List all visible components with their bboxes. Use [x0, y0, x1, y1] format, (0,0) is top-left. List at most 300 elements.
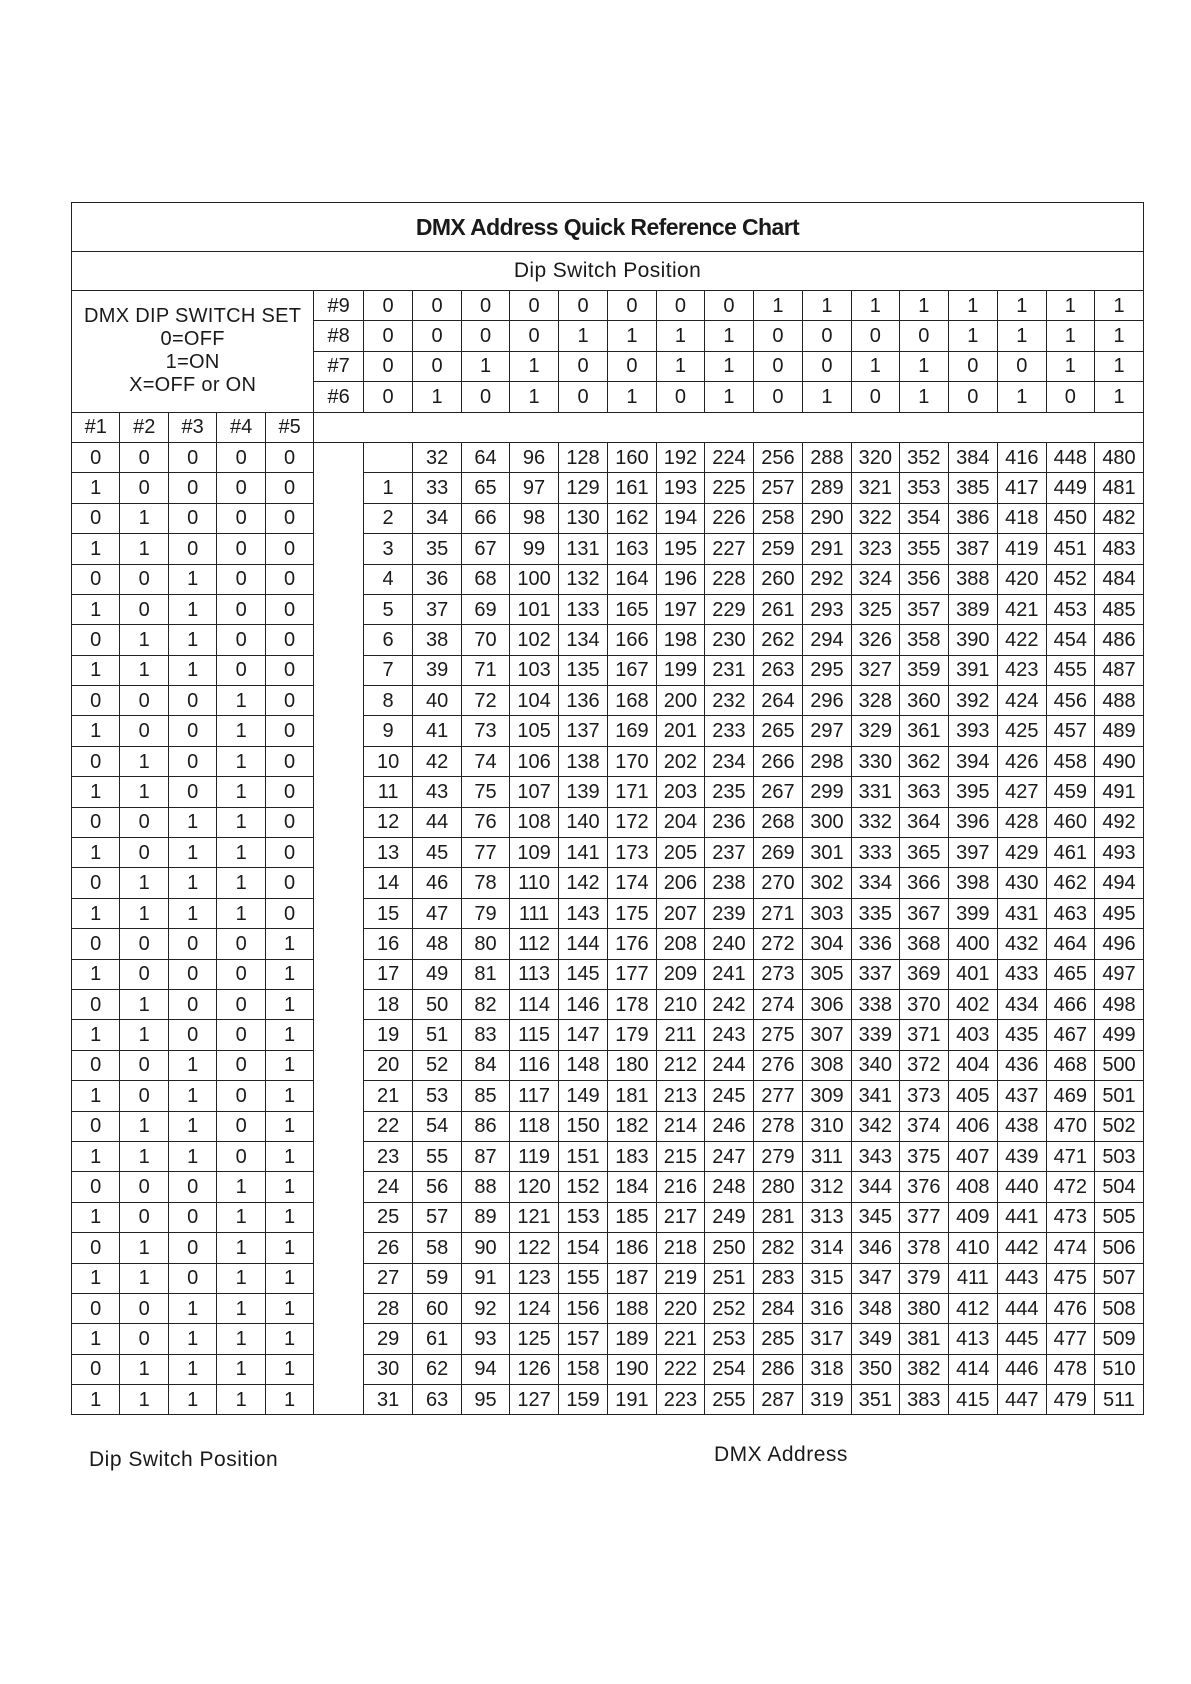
- switch-value: 0: [413, 291, 461, 321]
- dmx-address-cell: 98: [510, 503, 558, 533]
- dmx-address-cell: 259: [753, 534, 803, 564]
- switch-label: #8: [314, 321, 364, 351]
- switch-value: 0: [265, 777, 313, 807]
- dmx-address-cell: 499: [1095, 1020, 1144, 1050]
- table-row: [72, 686, 1144, 716]
- dmx-address-cell: 437: [998, 1081, 1046, 1111]
- dmx-address-cell: 168: [608, 686, 656, 716]
- dmx-address-cell: 270: [753, 868, 803, 898]
- dmx-address-cell: 466: [1046, 989, 1094, 1019]
- dmx-address-cell: 262: [753, 625, 803, 655]
- dmx-address-cell: 4: [363, 564, 413, 594]
- dmx-address-cell: 438: [998, 1111, 1046, 1141]
- switch-value: 0: [168, 1020, 216, 1050]
- left-switch-header-row: [72, 412, 1144, 442]
- switch-value: 1: [1046, 291, 1094, 321]
- switch-value: 1: [217, 686, 265, 716]
- dmx-address-cell: 401: [948, 959, 998, 989]
- switch-value: 1: [168, 1354, 216, 1384]
- switch-value: 1: [168, 898, 216, 928]
- dmx-address-cell: 73: [461, 716, 509, 746]
- switch-value: 1: [72, 838, 120, 868]
- dmx-address-cell: 337: [851, 959, 899, 989]
- dmx-address-cell: 136: [558, 686, 608, 716]
- dmx-address-cell: 84: [461, 1050, 509, 1080]
- dmx-address-cell: 72: [461, 686, 509, 716]
- dmx-address-cell: 138: [558, 746, 608, 776]
- switch-value: 1: [168, 1293, 216, 1323]
- dmx-address-cell: 265: [753, 716, 803, 746]
- dmx-address-cell: 457: [1046, 716, 1094, 746]
- dmx-address-cell: 402: [948, 989, 998, 1019]
- dmx-address-cell: 306: [803, 989, 851, 1019]
- dmx-address-cell: 297: [803, 716, 851, 746]
- dmx-address-cell: 273: [753, 959, 803, 989]
- switch-value: 1: [217, 777, 265, 807]
- dmx-address-cell: 365: [900, 838, 948, 868]
- dmx-address-cell: 188: [608, 1293, 656, 1323]
- dmx-address-cell: 83: [461, 1020, 509, 1050]
- dmx-address-cell: 456: [1046, 686, 1094, 716]
- dmx-address-cell: 112: [510, 929, 558, 959]
- switch-value: 1: [265, 1354, 313, 1384]
- dmx-address-cell: 355: [900, 534, 948, 564]
- switch-value: 0: [72, 503, 120, 533]
- dmx-address-cell: 429: [998, 838, 1046, 868]
- switch-value: 0: [168, 534, 216, 564]
- dmx-address-cell: 294: [803, 625, 851, 655]
- switch-value: 1: [168, 1385, 216, 1415]
- dmx-address-cell: 472: [1046, 1172, 1094, 1202]
- switch-value: 1: [851, 351, 899, 381]
- dmx-address-cell: 479: [1046, 1385, 1094, 1415]
- dmx-address-cell: 127: [510, 1385, 558, 1415]
- switch-value: 0: [120, 929, 168, 959]
- dmx-address-cell: 252: [705, 1293, 753, 1323]
- dmx-address-cell: 266: [753, 746, 803, 776]
- dmx-address-cell: 161: [608, 473, 656, 503]
- switch-value: 0: [120, 1050, 168, 1080]
- dmx-address-cell: 34: [413, 503, 461, 533]
- dmx-address-cell: 87: [461, 1141, 509, 1171]
- dmx-address-cell: 94: [461, 1354, 509, 1384]
- dmx-address-cell: 196: [656, 564, 704, 594]
- dmx-address-cell: 133: [558, 594, 608, 624]
- dmx-address-cell: 465: [1046, 959, 1094, 989]
- dmx-address-cell: 431: [998, 898, 1046, 928]
- dmx-address-cell: 147: [558, 1020, 608, 1050]
- switch-value: 1: [998, 382, 1046, 412]
- switch-value: 0: [168, 989, 216, 1019]
- dmx-address-cell: 418: [998, 503, 1046, 533]
- switch-value: 0: [851, 321, 899, 351]
- switch-value: 0: [72, 625, 120, 655]
- dmx-address-cell: 186: [608, 1233, 656, 1263]
- switch-value: 0: [265, 442, 313, 472]
- dmx-address-cell: 285: [753, 1324, 803, 1354]
- switch-value: 1: [120, 534, 168, 564]
- switch-value: 0: [120, 594, 168, 624]
- table-row: [72, 1385, 1144, 1415]
- switch-value: 0: [217, 1111, 265, 1141]
- dmx-address-cell: 113: [510, 959, 558, 989]
- switch-value: 0: [72, 746, 120, 776]
- legend-line: 0=OFF: [160, 328, 225, 351]
- dmx-address-cell: 120: [510, 1172, 558, 1202]
- switch-value: 1: [168, 1324, 216, 1354]
- dmx-address-cell: 2: [363, 503, 413, 533]
- switch-value: 0: [72, 686, 120, 716]
- dmx-address-cell: 103: [510, 655, 558, 685]
- dmx-address-cell: 149: [558, 1081, 608, 1111]
- switch-value: 1: [217, 807, 265, 837]
- dmx-address-cell: 404: [948, 1050, 998, 1080]
- dmx-address-cell: 173: [608, 838, 656, 868]
- switch-value: 1: [217, 1293, 265, 1323]
- dmx-address-cell: 511: [1095, 1385, 1144, 1415]
- dmx-address-cell: 216: [656, 1172, 704, 1202]
- switch-value: 0: [558, 351, 608, 381]
- switch-value: 1: [510, 351, 558, 381]
- switch-value: 1: [1095, 351, 1144, 381]
- dmx-address-cell: 24: [363, 1172, 413, 1202]
- switch-value: 1: [168, 625, 216, 655]
- dmx-address-cell: 281: [753, 1202, 803, 1232]
- dmx-address-cell: 448: [1046, 442, 1094, 472]
- dmx-address-cell: 311: [803, 1141, 851, 1171]
- dmx-address-cell: 440: [998, 1172, 1046, 1202]
- dmx-address-cell: 214: [656, 1111, 704, 1141]
- dmx-address-cell: 502: [1095, 1111, 1144, 1141]
- dmx-address-cell: 253: [705, 1324, 753, 1354]
- switch-value: 1: [72, 1324, 120, 1354]
- dmx-address-cell: 420: [998, 564, 1046, 594]
- switch-value: 0: [608, 351, 656, 381]
- switch-value: 1: [120, 1233, 168, 1263]
- switch-value: 0: [217, 564, 265, 594]
- dmx-address-cell: 13: [363, 838, 413, 868]
- dmx-address-cell: 480: [1095, 442, 1144, 472]
- switch-value: 1: [72, 1081, 120, 1111]
- dmx-address-cell: 97: [510, 473, 558, 503]
- dmx-address-cell: 433: [998, 959, 1046, 989]
- dmx-address-cell: 476: [1046, 1293, 1094, 1323]
- dmx-address-cell: 246: [705, 1111, 753, 1141]
- dmx-address-cell: 126: [510, 1354, 558, 1384]
- dmx-address-cell: 326: [851, 625, 899, 655]
- switch-value: 0: [265, 898, 313, 928]
- dmx-address-cell: 505: [1095, 1202, 1144, 1232]
- dmx-address-cell: 345: [851, 1202, 899, 1232]
- switch-value: 1: [72, 1385, 120, 1415]
- dmx-address-cell: 92: [461, 1293, 509, 1323]
- dmx-address-cell: 223: [656, 1385, 704, 1415]
- table-row: [72, 1233, 1144, 1263]
- dmx-address-cell: 163: [608, 534, 656, 564]
- table-row: [72, 1324, 1144, 1354]
- dmx-address-cell: 357: [900, 594, 948, 624]
- switch-value: 1: [265, 959, 313, 989]
- switch-value: 0: [72, 807, 120, 837]
- dmx-address-cell: 346: [851, 1233, 899, 1263]
- dmx-address-cell: 131: [558, 534, 608, 564]
- switch-value: 1: [265, 1293, 313, 1323]
- switch-value: 0: [803, 321, 851, 351]
- dmx-address-cell: 102: [510, 625, 558, 655]
- dmx-address-cell: 108: [510, 807, 558, 837]
- dmx-address-cell: 379: [900, 1263, 948, 1293]
- dmx-address-cell: 77: [461, 838, 509, 868]
- table-row: [72, 1293, 1144, 1323]
- dmx-address-cell: 230: [705, 625, 753, 655]
- dmx-address-cell: 349: [851, 1324, 899, 1354]
- switch-value: 1: [900, 382, 948, 412]
- switch-value: 1: [753, 291, 803, 321]
- dmx-address-cell: 203: [656, 777, 704, 807]
- switch-value: 0: [217, 1050, 265, 1080]
- dmx-address-cell: 95: [461, 1385, 509, 1415]
- switch-value: 0: [753, 321, 803, 351]
- switch-value: 0: [120, 1202, 168, 1232]
- dmx-address-cell: 26: [363, 1233, 413, 1263]
- dmx-address-cell: 10: [363, 746, 413, 776]
- switch-value: 0: [120, 1081, 168, 1111]
- dmx-address-cell: 454: [1046, 625, 1094, 655]
- switch-value: 0: [413, 351, 461, 381]
- switch-value: 1: [217, 746, 265, 776]
- dmx-address-cell: 388: [948, 564, 998, 594]
- dmx-address-cell: 240: [705, 929, 753, 959]
- dmx-address-cell: 86: [461, 1111, 509, 1141]
- dmx-address-cell: 368: [900, 929, 948, 959]
- dmx-address-cell: 258: [753, 503, 803, 533]
- switch-label: #5: [265, 412, 313, 442]
- switch-value: 1: [1046, 321, 1094, 351]
- dmx-address-cell: 148: [558, 1050, 608, 1080]
- table-row: [72, 929, 1144, 959]
- dmx-address-cell: 462: [1046, 868, 1094, 898]
- dmx-address-cell: 272: [753, 929, 803, 959]
- switch-value: 0: [72, 1111, 120, 1141]
- dmx-address-cell: 198: [656, 625, 704, 655]
- switch-value: 1: [72, 777, 120, 807]
- dmx-address-cell: 207: [656, 898, 704, 928]
- dmx-address-cell: 88: [461, 1172, 509, 1202]
- switch-value: 1: [72, 898, 120, 928]
- switch-value: 1: [120, 1354, 168, 1384]
- dmx-address-cell: 172: [608, 807, 656, 837]
- dmx-address-cell: 153: [558, 1202, 608, 1232]
- dmx-address-cell: 507: [1095, 1263, 1144, 1293]
- dmx-address-cell: 37: [413, 594, 461, 624]
- switch-value: 0: [217, 442, 265, 472]
- dmx-address-cell: 430: [998, 868, 1046, 898]
- dmx-address-cell: 488: [1095, 686, 1144, 716]
- dmx-address-cell: 304: [803, 929, 851, 959]
- dmx-address-cell: 301: [803, 838, 851, 868]
- dmx-address-cell: 292: [803, 564, 851, 594]
- dmx-address-cell: 21: [363, 1081, 413, 1111]
- dmx-address-cell: 90: [461, 1233, 509, 1263]
- switch-value: 1: [265, 1233, 313, 1263]
- dmx-address-cell: 211: [656, 1020, 704, 1050]
- dmx-address-cell: 361: [900, 716, 948, 746]
- table-row: [72, 1263, 1144, 1293]
- dmx-address-cell: 449: [1046, 473, 1094, 503]
- dmx-address-cell: 150: [558, 1111, 608, 1141]
- dmx-address-cell: 200: [656, 686, 704, 716]
- dmx-address-cell: 303: [803, 898, 851, 928]
- dmx-address-cell: 287: [753, 1385, 803, 1415]
- switch-value: 1: [72, 1202, 120, 1232]
- switch-value: 1: [705, 351, 753, 381]
- switch-value: 1: [265, 1050, 313, 1080]
- dmx-address-cell: 452: [1046, 564, 1094, 594]
- switch-value: 0: [900, 321, 948, 351]
- dmx-address-cell: 250: [705, 1233, 753, 1263]
- dmx-address-cell: 381: [900, 1324, 948, 1354]
- dmx-address-cell: 271: [753, 898, 803, 928]
- dmx-address-cell: 177: [608, 959, 656, 989]
- dmx-address-cell: 93: [461, 1324, 509, 1354]
- dmx-address-cell: 299: [803, 777, 851, 807]
- dmx-address-cell: 164: [608, 564, 656, 594]
- table-row: [72, 898, 1144, 928]
- dmx-address-cell: 6: [363, 625, 413, 655]
- dmx-address-cell: 419: [998, 534, 1046, 564]
- dmx-address-cell: 159: [558, 1385, 608, 1415]
- switch-value: 1: [265, 1202, 313, 1232]
- dmx-address-cell: 403: [948, 1020, 998, 1050]
- dmx-address-cell: 69: [461, 594, 509, 624]
- dmx-address-cell: 9: [363, 716, 413, 746]
- dmx-address-cell: 75: [461, 777, 509, 807]
- dmx-address-cell: 41: [413, 716, 461, 746]
- dmx-address-cell: 405: [948, 1081, 998, 1111]
- switch-value: 1: [705, 382, 753, 412]
- dmx-address-cell: 19: [363, 1020, 413, 1050]
- dmx-address-cell: 295: [803, 655, 851, 685]
- dmx-address-cell: 212: [656, 1050, 704, 1080]
- dmx-address-cell: 116: [510, 1050, 558, 1080]
- switch-value: 0: [753, 382, 803, 412]
- dmx-address-cell: 30: [363, 1354, 413, 1384]
- dmx-address-cell: 5: [363, 594, 413, 624]
- dmx-address-cell: 464: [1046, 929, 1094, 959]
- dmx-address-cell: 76: [461, 807, 509, 837]
- dmx-address-cell: 342: [851, 1111, 899, 1141]
- dmx-address-cell: 289: [803, 473, 851, 503]
- dmx-address-cell: 146: [558, 989, 608, 1019]
- switch-value: 1: [265, 1324, 313, 1354]
- dmx-address-cell: 321: [851, 473, 899, 503]
- switch-value: 0: [608, 291, 656, 321]
- dmx-address-cell: 157: [558, 1324, 608, 1354]
- switch-value: 0: [265, 807, 313, 837]
- dmx-address-cell: 117: [510, 1081, 558, 1111]
- dmx-address-cell: 372: [900, 1050, 948, 1080]
- switch-value: 0: [72, 1050, 120, 1080]
- switch-value: 1: [265, 989, 313, 1019]
- dmx-address-cell: 122: [510, 1233, 558, 1263]
- switch-label: #4: [217, 412, 265, 442]
- dmx-address-cell: 210: [656, 989, 704, 1019]
- dmx-address-cell: 455: [1046, 655, 1094, 685]
- switch-value: 0: [120, 807, 168, 837]
- switch-value: 1: [1095, 382, 1144, 412]
- dmx-address-cell: 54: [413, 1111, 461, 1141]
- dmx-address-cell: 114: [510, 989, 558, 1019]
- dmx-address-cell: 425: [998, 716, 1046, 746]
- dmx-address-cell: 71: [461, 655, 509, 685]
- table-row: [72, 625, 1144, 655]
- dmx-address-cell: 40: [413, 686, 461, 716]
- dmx-address-cell: 51: [413, 1020, 461, 1050]
- switch-value: 0: [558, 382, 608, 412]
- switch-label: #3: [168, 412, 216, 442]
- switch-value: 0: [120, 1293, 168, 1323]
- dmx-address-cell: 48: [413, 929, 461, 959]
- dmx-address-cell: 424: [998, 686, 1046, 716]
- dmx-address-cell: 237: [705, 838, 753, 868]
- switch-value: 0: [998, 351, 1046, 381]
- dmx-address-cell: 151: [558, 1141, 608, 1171]
- dmx-address-cell: 305: [803, 959, 851, 989]
- table-row: [72, 1050, 1144, 1080]
- dmx-address-cell: 470: [1046, 1111, 1094, 1141]
- switch-value: 0: [217, 534, 265, 564]
- dmx-address-cell: 382: [900, 1354, 948, 1384]
- dmx-address-cell: 269: [753, 838, 803, 868]
- dmx-address-cell: 415: [948, 1385, 998, 1415]
- dmx-address-cell: 268: [753, 807, 803, 837]
- dmx-address-cell: 338: [851, 989, 899, 1019]
- table-row: [72, 989, 1144, 1019]
- dmx-address-cell: 485: [1095, 594, 1144, 624]
- dmx-address-cell: 175: [608, 898, 656, 928]
- dmx-address-cell: 81: [461, 959, 509, 989]
- dmx-address-cell: 500: [1095, 1050, 1144, 1080]
- dmx-address-cell: 204: [656, 807, 704, 837]
- dmx-address-cell: 410: [948, 1233, 998, 1263]
- dmx-address-cell: 160: [608, 442, 656, 472]
- dmx-address-cell: 213: [656, 1081, 704, 1111]
- dmx-address-cell: 330: [851, 746, 899, 776]
- dmx-address-cell: 370: [900, 989, 948, 1019]
- switch-value: 1: [217, 1385, 265, 1415]
- dmx-address-cell: 300: [803, 807, 851, 837]
- dmx-address-cell: 257: [753, 473, 803, 503]
- switch-value: 1: [900, 351, 948, 381]
- dmx-address-cell: 435: [998, 1020, 1046, 1050]
- dmx-address-cell: 422: [998, 625, 1046, 655]
- switch-label: #1: [72, 412, 120, 442]
- switch-value: 1: [998, 321, 1046, 351]
- dmx-address-cell: 310: [803, 1111, 851, 1141]
- switch-value: 0: [265, 868, 313, 898]
- dmx-address-cell: 174: [608, 868, 656, 898]
- dmx-address-cell: 39: [413, 655, 461, 685]
- dmx-address-cell: 67: [461, 534, 509, 564]
- switch-value: 0: [120, 1172, 168, 1202]
- switch-value: 0: [656, 382, 704, 412]
- dmx-address-cell: 57: [413, 1202, 461, 1232]
- switch-value: 1: [265, 1081, 313, 1111]
- switch-value: 1: [168, 1081, 216, 1111]
- dmx-address-cell: 354: [900, 503, 948, 533]
- switch-value: 0: [72, 564, 120, 594]
- switch-value: 0: [363, 321, 413, 351]
